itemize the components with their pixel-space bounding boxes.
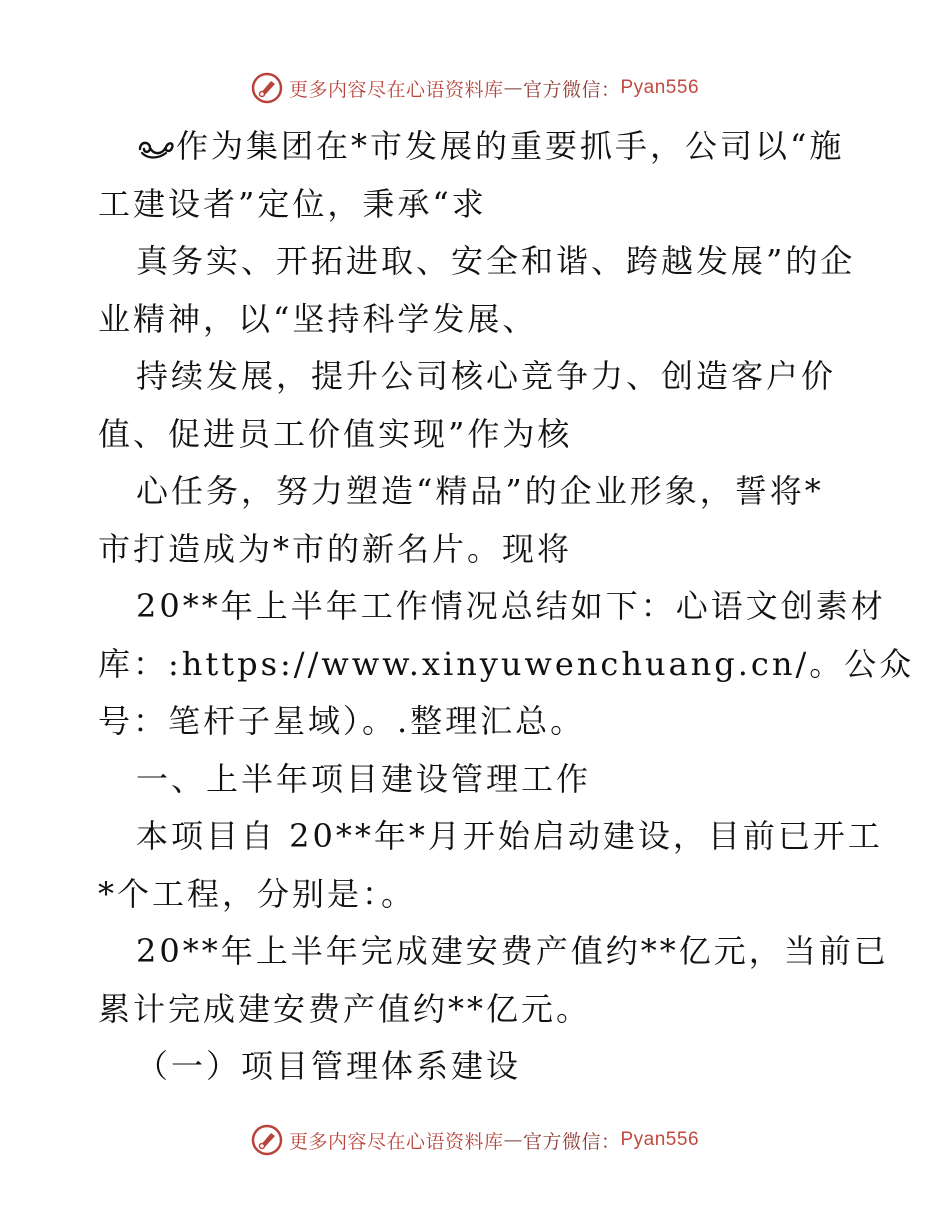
watermark-separator: — [503,77,523,99]
paragraph-line: 真务实、开拓进取、安全和谐、跨越发展”的企 [136,242,856,280]
watermark-footer [0,1124,950,1156]
paragraph-line: 库：:https://www.xinyuwenchuang.cn/。公众 [98,644,915,683]
paragraph-line: 心任务，努力塑造“精品”的企业形象，誓将* [136,472,824,510]
paragraph-line: 本项目自 20**年*月开始启动建设，目前已开工 [136,817,883,855]
watermark-text: 更多内容尽在心语资料库 [288,78,504,101]
document-body [98,118,915,1096]
paragraph-line: 持续发展，提升公司核心竞争力、创造客户价 [136,357,837,395]
watermark-wechat-label: 官方微信： [522,78,621,101]
watermark-separator: — [503,1129,523,1151]
watermark-wechat-id: Pyan556 [620,77,700,98]
watermark-wechat-label: 官方微信： [522,1130,621,1153]
paragraph-line: 业精神，以“坚持科学发展、 [98,299,538,338]
paragraph-line: 20**年上半年工作情况总结如下：心语文创素材 [136,587,886,625]
paragraph-line: 累计完成建安费产值约**亿元。 [98,989,592,1028]
section-heading: 一、上半年项目建设管理工作 [136,759,592,798]
subsection-heading: （一）项目管理体系建设 [136,1047,522,1085]
watermark-header [0,72,950,104]
paragraph-line: 号：笔杆子星域）。.整理汇总。 [98,702,586,740]
logo-icon [251,1124,283,1156]
paragraph-line [98,118,858,176]
watermark-text: 更多内容尽在心语资料库 [288,1130,504,1153]
scroll-ornament-icon [136,131,176,161]
paragraph-line: 20**年上半年完成建安费产值约**亿元，当前已 [136,932,889,970]
paragraph-line: *个工程，分别是：。 [98,874,417,913]
watermark-wechat-id: Pyan556 [620,1129,700,1150]
paragraph-line: 市打造成为*市的新名片。现将 [98,529,573,568]
paragraph-line: 值、促进员工价值实现”作为核 [98,414,573,453]
paragraph-line: 工建设者”定位，秉承“求 [98,184,487,223]
line-text: 作为集团在*市发展的重要抓手，公司以“施 [176,127,845,165]
logo-icon [251,72,283,104]
